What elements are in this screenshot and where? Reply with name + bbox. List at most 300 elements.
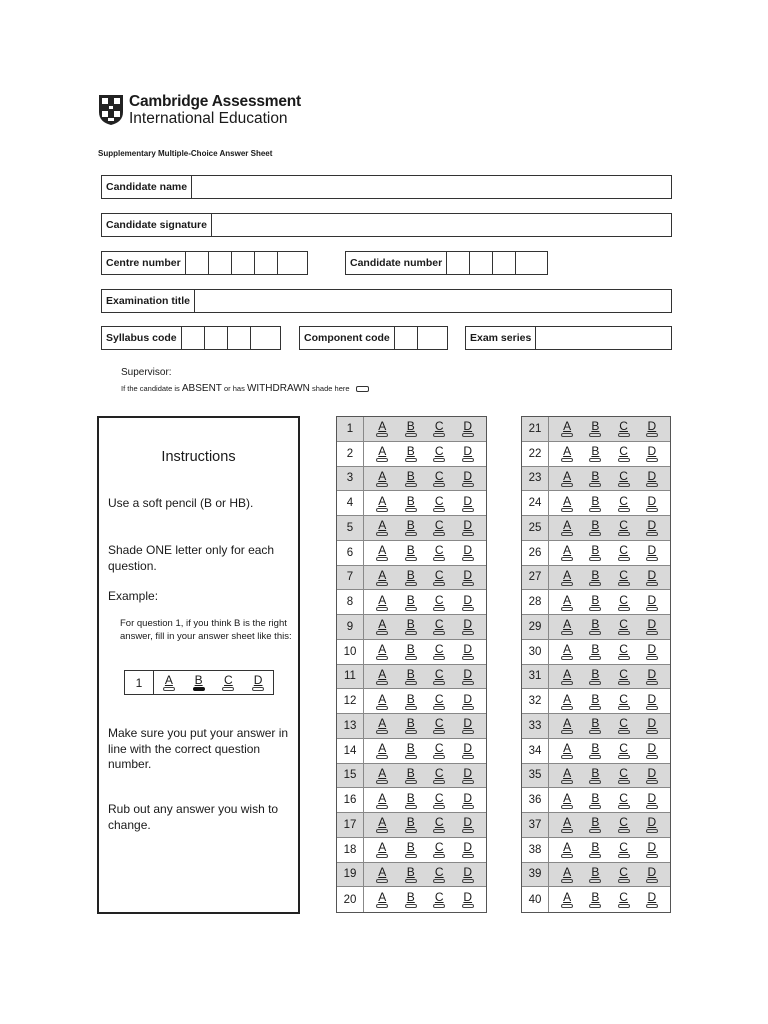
candidate-signature-field[interactable] [101, 213, 672, 237]
q21-option-c[interactable] [616, 420, 632, 437]
option-shade-box[interactable] [462, 904, 474, 908]
q29-option-d[interactable] [644, 618, 660, 635]
q11-option-d[interactable] [460, 668, 476, 685]
q24-option-a[interactable] [559, 495, 575, 512]
option-shade-box[interactable] [405, 532, 417, 536]
q11-option-a[interactable] [374, 668, 390, 685]
option-shade-box[interactable] [561, 458, 573, 462]
option-shade-box[interactable] [561, 805, 573, 809]
option-shade-box[interactable] [561, 532, 573, 536]
q12-option-d[interactable] [460, 693, 476, 710]
option-shade-box[interactable] [589, 879, 601, 883]
q32-option-d[interactable] [644, 693, 660, 710]
q13-option-b[interactable] [403, 717, 419, 734]
option-shade-box[interactable] [376, 706, 388, 710]
q39-option-a[interactable] [559, 866, 575, 883]
option-shade-box[interactable] [462, 557, 474, 561]
q5-option-b[interactable] [403, 519, 419, 536]
option-shade-box[interactable] [561, 656, 573, 660]
q40-option-b[interactable] [587, 891, 603, 908]
q29-option-b[interactable] [587, 618, 603, 635]
option-shade-box[interactable] [618, 532, 630, 536]
q10-option-d[interactable] [460, 643, 476, 660]
q29-option-a[interactable] [559, 618, 575, 635]
q14-option-b[interactable] [403, 742, 419, 759]
option-shade-box[interactable] [646, 508, 658, 512]
q13-option-d[interactable] [460, 717, 476, 734]
q15-option-c[interactable] [431, 767, 447, 784]
option-shade-box[interactable] [618, 681, 630, 685]
option-shade-box[interactable] [433, 904, 445, 908]
option-shade-box[interactable] [646, 532, 658, 536]
option-shade-box[interactable] [646, 829, 658, 833]
option-shade-box[interactable] [376, 508, 388, 512]
option-shade-box[interactable] [376, 879, 388, 883]
q7-option-d[interactable] [460, 569, 476, 586]
centre-number-field[interactable] [101, 251, 308, 275]
q28-option-b[interactable] [587, 594, 603, 611]
option-shade-box[interactable] [376, 755, 388, 759]
q32-option-b[interactable] [587, 693, 603, 710]
q6-option-a[interactable] [374, 544, 390, 561]
q10-option-c[interactable] [431, 643, 447, 660]
centre-number-cells[interactable] [186, 252, 301, 274]
q8-option-b[interactable] [403, 594, 419, 611]
option-shade-box[interactable] [376, 780, 388, 784]
option-shade-box[interactable] [222, 687, 234, 691]
example-option-b[interactable] [191, 674, 207, 691]
option-shade-box[interactable] [618, 805, 630, 809]
option-shade-box[interactable] [589, 433, 601, 437]
q20-option-d[interactable] [460, 891, 476, 908]
option-shade-box[interactable] [163, 687, 175, 691]
option-shade-box[interactable] [589, 681, 601, 685]
option-shade-box[interactable] [561, 854, 573, 858]
option-shade-box[interactable] [618, 829, 630, 833]
q6-option-b[interactable] [403, 544, 419, 561]
q27-option-b[interactable] [587, 569, 603, 586]
option-shade-box[interactable] [433, 607, 445, 611]
q1-option-d[interactable] [460, 420, 476, 437]
q32-option-c[interactable] [616, 693, 632, 710]
q33-option-d[interactable] [644, 717, 660, 734]
q4-option-d[interactable] [460, 495, 476, 512]
q25-option-a[interactable] [559, 519, 575, 536]
q22-option-c[interactable] [616, 445, 632, 462]
q24-option-c[interactable] [616, 495, 632, 512]
q26-option-c[interactable] [616, 544, 632, 561]
q19-option-d[interactable] [460, 866, 476, 883]
option-shade-box[interactable] [433, 557, 445, 561]
q7-option-a[interactable] [374, 569, 390, 586]
q16-option-b[interactable] [403, 792, 419, 809]
q22-option-b[interactable] [587, 445, 603, 462]
option-shade-box[interactable] [646, 706, 658, 710]
q35-option-c[interactable] [616, 767, 632, 784]
q11-option-c[interactable] [431, 668, 447, 685]
q15-option-d[interactable] [460, 767, 476, 784]
option-shade-box[interactable] [618, 458, 630, 462]
q16-option-d[interactable] [460, 792, 476, 809]
option-shade-box[interactable] [646, 854, 658, 858]
option-shade-box[interactable] [376, 854, 388, 858]
option-shade-box[interactable] [589, 483, 601, 487]
q3-option-b[interactable] [403, 470, 419, 487]
option-shade-box[interactable] [646, 730, 658, 734]
option-shade-box[interactable] [589, 582, 601, 586]
q2-option-b[interactable] [403, 445, 419, 462]
option-shade-box[interactable] [405, 706, 417, 710]
option-shade-box[interactable] [589, 854, 601, 858]
option-shade-box[interactable] [376, 656, 388, 660]
option-shade-box[interactable] [646, 755, 658, 759]
option-shade-box[interactable] [376, 805, 388, 809]
q18-option-a[interactable] [374, 841, 390, 858]
candidate-name-input[interactable] [192, 176, 671, 198]
q38-option-c[interactable] [616, 841, 632, 858]
option-shade-box[interactable] [433, 879, 445, 883]
option-shade-box[interactable] [433, 508, 445, 512]
option-shade-box[interactable] [589, 508, 601, 512]
examination-title-input[interactable] [195, 290, 671, 312]
q33-option-a[interactable] [559, 717, 575, 734]
q5-option-c[interactable] [431, 519, 447, 536]
q21-option-b[interactable] [587, 420, 603, 437]
option-shade-box[interactable] [433, 433, 445, 437]
q31-option-d[interactable] [644, 668, 660, 685]
option-shade-box[interactable] [561, 780, 573, 784]
q15-option-b[interactable] [403, 767, 419, 784]
option-shade-box[interactable] [462, 681, 474, 685]
q24-option-b[interactable] [587, 495, 603, 512]
syllabus-code-field[interactable] [101, 326, 281, 350]
option-shade-box[interactable] [405, 904, 417, 908]
q28-option-a[interactable] [559, 594, 575, 611]
option-shade-box[interactable] [589, 730, 601, 734]
q18-option-b[interactable] [403, 841, 419, 858]
option-shade-box[interactable] [618, 854, 630, 858]
q16-option-a[interactable] [374, 792, 390, 809]
option-shade-box[interactable] [462, 656, 474, 660]
option-shade-box[interactable] [462, 433, 474, 437]
q9-option-a[interactable] [374, 618, 390, 635]
option-shade-box[interactable] [405, 879, 417, 883]
q38-option-b[interactable] [587, 841, 603, 858]
q14-option-c[interactable] [431, 742, 447, 759]
q10-option-b[interactable] [403, 643, 419, 660]
option-shade-box[interactable] [589, 631, 601, 635]
q21-option-d[interactable] [644, 420, 660, 437]
option-shade-box[interactable] [589, 656, 601, 660]
q1-option-a[interactable] [374, 420, 390, 437]
option-shade-box[interactable] [433, 582, 445, 586]
q2-option-a[interactable] [374, 445, 390, 462]
option-shade-box[interactable] [433, 458, 445, 462]
q36-option-c[interactable] [616, 792, 632, 809]
q16-option-c[interactable] [431, 792, 447, 809]
q29-option-c[interactable] [616, 618, 632, 635]
q6-option-c[interactable] [431, 544, 447, 561]
q12-option-a[interactable] [374, 693, 390, 710]
q3-option-c[interactable] [431, 470, 447, 487]
q20-option-c[interactable] [431, 891, 447, 908]
q37-option-a[interactable] [559, 816, 575, 833]
option-shade-box[interactable] [433, 730, 445, 734]
option-shade-box[interactable] [433, 755, 445, 759]
option-shade-box[interactable] [561, 508, 573, 512]
option-shade-box[interactable] [561, 879, 573, 883]
option-shade-box[interactable] [252, 687, 264, 691]
q40-option-a[interactable] [559, 891, 575, 908]
option-shade-box[interactable] [561, 904, 573, 908]
option-shade-box[interactable] [618, 582, 630, 586]
q26-option-b[interactable] [587, 544, 603, 561]
q25-option-c[interactable] [616, 519, 632, 536]
q30-option-c[interactable] [616, 643, 632, 660]
option-shade-box[interactable] [589, 706, 601, 710]
q23-option-b[interactable] [587, 470, 603, 487]
q20-option-a[interactable] [374, 891, 390, 908]
q31-option-b[interactable] [587, 668, 603, 685]
option-shade-box[interactable] [561, 681, 573, 685]
q36-option-a[interactable] [559, 792, 575, 809]
example-option-a[interactable] [161, 674, 177, 691]
option-shade-box[interactable] [589, 607, 601, 611]
option-shade-box[interactable] [376, 532, 388, 536]
q36-option-b[interactable] [587, 792, 603, 809]
option-shade-box[interactable] [589, 904, 601, 908]
q4-option-b[interactable] [403, 495, 419, 512]
q6-option-d[interactable] [460, 544, 476, 561]
option-shade-box[interactable] [462, 607, 474, 611]
q2-option-d[interactable] [460, 445, 476, 462]
q28-option-d[interactable] [644, 594, 660, 611]
q9-option-d[interactable] [460, 618, 476, 635]
option-shade-box[interactable] [561, 433, 573, 437]
q34-option-c[interactable] [616, 742, 632, 759]
q27-option-a[interactable] [559, 569, 575, 586]
q37-option-d[interactable] [644, 816, 660, 833]
q18-option-c[interactable] [431, 841, 447, 858]
q32-option-a[interactable] [559, 693, 575, 710]
option-shade-box[interactable] [646, 656, 658, 660]
option-shade-box[interactable] [433, 656, 445, 660]
option-shade-box[interactable] [433, 681, 445, 685]
q38-option-d[interactable] [644, 841, 660, 858]
option-shade-box[interactable] [618, 755, 630, 759]
option-shade-box[interactable] [433, 780, 445, 784]
option-shade-box[interactable] [405, 631, 417, 635]
q1-option-b[interactable] [403, 420, 419, 437]
exam-series-field[interactable] [465, 326, 672, 350]
option-shade-box[interactable] [589, 532, 601, 536]
option-shade-box[interactable] [589, 780, 601, 784]
option-shade-box[interactable] [376, 433, 388, 437]
q22-option-d[interactable] [644, 445, 660, 462]
option-shade-box[interactable] [433, 483, 445, 487]
syllabus-code-cells[interactable] [182, 327, 274, 349]
option-shade-box[interactable] [405, 730, 417, 734]
option-shade-box[interactable] [405, 755, 417, 759]
option-shade-box[interactable] [376, 631, 388, 635]
q33-option-c[interactable] [616, 717, 632, 734]
option-shade-box[interactable] [405, 557, 417, 561]
q21-option-a[interactable] [559, 420, 575, 437]
option-shade-box[interactable] [433, 631, 445, 635]
q26-option-a[interactable] [559, 544, 575, 561]
absent-shade-box[interactable] [356, 386, 369, 392]
option-shade-box[interactable] [405, 805, 417, 809]
option-shade-box[interactable] [462, 483, 474, 487]
option-shade-box[interactable] [433, 706, 445, 710]
q35-option-a[interactable] [559, 767, 575, 784]
option-shade-box[interactable] [462, 508, 474, 512]
option-shade-box[interactable] [376, 458, 388, 462]
q18-option-d[interactable] [460, 841, 476, 858]
option-shade-box[interactable] [618, 483, 630, 487]
option-shade-box[interactable] [646, 631, 658, 635]
option-shade-box[interactable] [618, 780, 630, 784]
option-shade-box[interactable] [462, 755, 474, 759]
q1-option-c[interactable] [431, 420, 447, 437]
q35-option-d[interactable] [644, 767, 660, 784]
option-shade-box[interactable] [462, 805, 474, 809]
q14-option-a[interactable] [374, 742, 390, 759]
q39-option-c[interactable] [616, 866, 632, 883]
q27-option-d[interactable] [644, 569, 660, 586]
option-shade-box[interactable] [376, 557, 388, 561]
option-shade-box[interactable] [561, 755, 573, 759]
q40-option-c[interactable] [616, 891, 632, 908]
option-shade-box[interactable] [561, 829, 573, 833]
q27-option-c[interactable] [616, 569, 632, 586]
q39-option-d[interactable] [644, 866, 660, 883]
q4-option-c[interactable] [431, 495, 447, 512]
q13-option-a[interactable] [374, 717, 390, 734]
option-shade-box[interactable] [405, 508, 417, 512]
q9-option-c[interactable] [431, 618, 447, 635]
q20-option-b[interactable] [403, 891, 419, 908]
option-shade-box[interactable] [646, 557, 658, 561]
option-shade-box[interactable] [433, 805, 445, 809]
option-shade-box[interactable] [405, 829, 417, 833]
option-shade-box[interactable] [646, 607, 658, 611]
option-shade-box[interactable] [646, 681, 658, 685]
option-shade-box[interactable] [561, 730, 573, 734]
option-shade-box[interactable] [462, 706, 474, 710]
q37-option-c[interactable] [616, 816, 632, 833]
example-option-d[interactable] [250, 674, 266, 691]
q8-option-c[interactable] [431, 594, 447, 611]
option-shade-box[interactable] [376, 607, 388, 611]
q25-option-d[interactable] [644, 519, 660, 536]
option-shade-box[interactable] [646, 433, 658, 437]
option-shade-box[interactable] [589, 557, 601, 561]
option-shade-box[interactable] [405, 780, 417, 784]
candidate-number-field[interactable] [345, 251, 548, 275]
option-shade-box[interactable] [646, 582, 658, 586]
option-shade-box[interactable] [462, 730, 474, 734]
q10-option-a[interactable] [374, 643, 390, 660]
component-code-field[interactable] [299, 326, 448, 350]
q28-option-c[interactable] [616, 594, 632, 611]
option-shade-box[interactable] [376, 582, 388, 586]
q7-option-c[interactable] [431, 569, 447, 586]
q30-option-b[interactable] [587, 643, 603, 660]
q34-option-b[interactable] [587, 742, 603, 759]
option-shade-box[interactable] [405, 656, 417, 660]
q22-option-a[interactable] [559, 445, 575, 462]
option-shade-box[interactable] [405, 582, 417, 586]
q15-option-a[interactable] [374, 767, 390, 784]
option-shade-box[interactable] [618, 730, 630, 734]
option-shade-box[interactable] [646, 805, 658, 809]
q19-option-c[interactable] [431, 866, 447, 883]
q30-option-d[interactable] [644, 643, 660, 660]
option-shade-box[interactable] [561, 631, 573, 635]
q40-option-d[interactable] [644, 891, 660, 908]
option-shade-box[interactable] [193, 687, 205, 691]
option-shade-box[interactable] [376, 730, 388, 734]
option-shade-box[interactable] [433, 829, 445, 833]
q13-option-c[interactable] [431, 717, 447, 734]
option-shade-box[interactable] [405, 607, 417, 611]
option-shade-box[interactable] [589, 458, 601, 462]
option-shade-box[interactable] [405, 483, 417, 487]
option-shade-box[interactable] [561, 706, 573, 710]
q26-option-d[interactable] [644, 544, 660, 561]
q34-option-a[interactable] [559, 742, 575, 759]
q23-option-a[interactable] [559, 470, 575, 487]
q8-option-d[interactable] [460, 594, 476, 611]
option-shade-box[interactable] [618, 607, 630, 611]
q12-option-c[interactable] [431, 693, 447, 710]
option-shade-box[interactable] [561, 607, 573, 611]
q5-option-a[interactable] [374, 519, 390, 536]
option-shade-box[interactable] [376, 681, 388, 685]
q2-option-c[interactable] [431, 445, 447, 462]
q17-option-d[interactable] [460, 816, 476, 833]
option-shade-box[interactable] [561, 483, 573, 487]
q8-option-a[interactable] [374, 594, 390, 611]
q17-option-b[interactable] [403, 816, 419, 833]
option-shade-box[interactable] [462, 780, 474, 784]
option-shade-box[interactable] [405, 458, 417, 462]
option-shade-box[interactable] [405, 681, 417, 685]
q17-option-c[interactable] [431, 816, 447, 833]
option-shade-box[interactable] [462, 458, 474, 462]
q3-option-a[interactable] [374, 470, 390, 487]
q23-option-c[interactable] [616, 470, 632, 487]
option-shade-box[interactable] [618, 508, 630, 512]
option-shade-box[interactable] [646, 458, 658, 462]
option-shade-box[interactable] [462, 532, 474, 536]
q17-option-a[interactable] [374, 816, 390, 833]
q14-option-d[interactable] [460, 742, 476, 759]
option-shade-box[interactable] [433, 532, 445, 536]
q19-option-b[interactable] [403, 866, 419, 883]
option-shade-box[interactable] [405, 433, 417, 437]
option-shade-box[interactable] [376, 904, 388, 908]
candidate-name-field[interactable] [101, 175, 672, 199]
q34-option-d[interactable] [644, 742, 660, 759]
option-shade-box[interactable] [561, 557, 573, 561]
q25-option-b[interactable] [587, 519, 603, 536]
q23-option-d[interactable] [644, 470, 660, 487]
q39-option-b[interactable] [587, 866, 603, 883]
option-shade-box[interactable] [462, 879, 474, 883]
option-shade-box[interactable] [589, 755, 601, 759]
